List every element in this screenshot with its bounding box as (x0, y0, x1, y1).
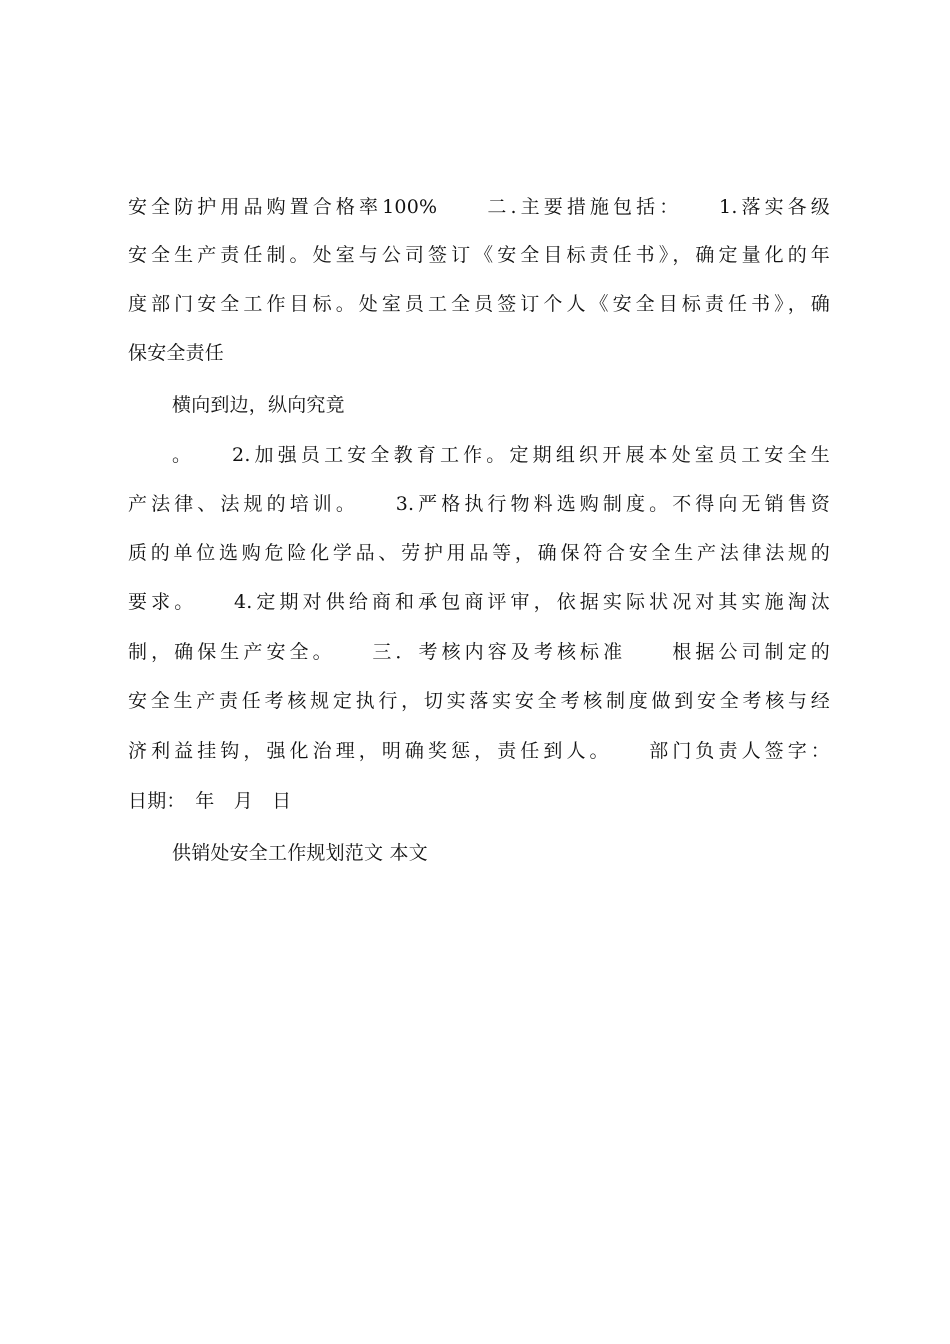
body-text-line-4: 保安全责任 (128, 342, 225, 364)
body-text-line-5: 横向到边，纵向究竟 (172, 394, 345, 416)
body-text-line-6: 。 2.加强员工安全教育工作。定期组织开展本处室员工安全生 (172, 444, 830, 466)
body-text-line-2: 安全生产责任制。处室与公司签订《安全目标责任书》，确定量化的年 (128, 244, 830, 266)
body-text-line-9: 要求。 4.定期对供给商和承包商评审，依据实际状况对其实施淘汰 (128, 591, 830, 613)
body-text-line-11: 安全生产责任考核规定执行，切实落实安全考核制度做到安全考核与经 (128, 690, 830, 712)
body-text-line-12: 济利益挂钩，强化治理，明确奖惩，责任到人。 部门负责人签字： (128, 740, 830, 762)
footer-title-line: 供销处安全工作规划范文 本文 (172, 842, 428, 864)
date-line: 日期： 年 月 日 (128, 790, 292, 812)
body-text-line-7: 产法律、法规的培训。 3.严格执行物料选购制度。不得向无销售资 (128, 493, 830, 515)
body-text-line-8: 质的单位选购危险化学品、劳护用品等，确保符合安全生产法律法规的 (128, 542, 830, 564)
body-text-line-10: 制，确保生产安全。 三．考核内容及考核标准 根据公司制定的 (128, 641, 830, 663)
body-text-line-3: 度部门安全工作目标。处室员工全员签订个人《安全目标责任书》，确 (128, 293, 830, 315)
body-text-line-1: 安全防护用品购置合格率100% 二.主要措施包括： 1.落实各级 (128, 196, 830, 218)
